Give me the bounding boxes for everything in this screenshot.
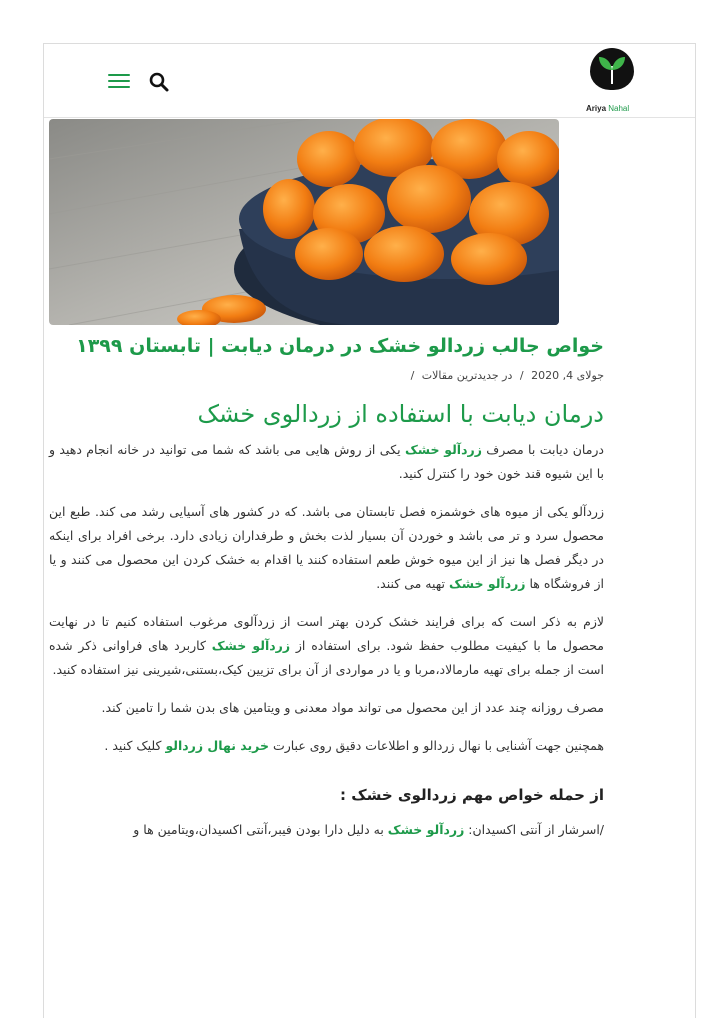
buy-seedling-link[interactable]: خرید نهال زردالو	[165, 738, 269, 753]
section-heading: درمان دیابت با استفاده از زردالوی خشک	[197, 400, 604, 428]
logo-mark	[590, 48, 634, 90]
apricot-link[interactable]: زردآلو خشک	[387, 822, 465, 837]
meta-separator: /	[519, 369, 524, 382]
meta-separator: /	[410, 369, 415, 382]
paragraph-4: مصرف روزانه چند عدد از این محصول می تواند مواد معدنی و ویتامین های بدن شما را تامین کند.	[101, 700, 604, 715]
hero-image	[49, 119, 559, 325]
paragraph-6: /اسرشار از آنتی اکسیدان: زردآلو خشک به دلیل دارا بودن فیبر،آنتی اکسیدان،ویتامین ها و	[133, 822, 604, 837]
site-header	[44, 44, 695, 118]
apricot-link[interactable]: زردآلو خشک	[404, 442, 482, 457]
post-content	[49, 330, 604, 856]
apricot-link[interactable]: زردآلو خشک	[211, 638, 291, 653]
sprout-icon	[590, 48, 634, 90]
post-date: جولای 4, 2020	[531, 369, 604, 382]
site-logo[interactable]	[586, 48, 640, 116]
paragraph-1: درمان دیابت با مصرف زردآلو خشک یکی از روش هایی می باشد که شما می توانید در خانه انجام دهید و با این شیوه قند خون خود را کنترل کنید.	[49, 442, 604, 481]
post-category-link[interactable]: در جدیدترین مقالات	[421, 369, 513, 382]
post-meta	[49, 366, 604, 386]
logo-text: Ariya Nahal	[586, 104, 630, 113]
paragraph-2: زردآلو یکی از میوه های خوشمزه فصل تابستان می باشد. که در کشور های آسیایی رشد می کند. طبع این محصول سرد و تر می باشد و خوردن آن بسیار لذت بخش و طرفداران زیادی دارد. برخی افراد برای اینکه در دیگر فصل ها نیز از این میوه خوش طعم استفاده کنند یا اقدام به خشک کردن این محصول می کنند و یا از فروشگاه ها زردآلو خشک تهیه می کنند.	[49, 504, 604, 591]
paragraph-5: همچنین جهت آشنایی با نهال زردالو و اطلاعات دقیق روی عبارت خرید نهال زردالو کلیک کنید .	[104, 738, 604, 753]
post-title[interactable]: خواص جالب زردالو خشک در درمان دیابت | تابستان ۱۳۹۹	[76, 335, 604, 357]
hamburger-menu-icon[interactable]	[108, 74, 130, 90]
paragraph-3: لازم به ذکر است که برای فرایند خشک کردن بهتر است از زردآلوی مرغوب استفاده کنیم تا در نهایت محصول ما با کیفیت مطلوب حفظ شود. برای استفاده از زردآلو خشک کاربرد های فراوانی ذکر شده است از جمله برای تهیه مارمالاد،مربا و یا در مواردی از آن برای تزیین کیک،بستنی،شیرینی نیز استفاده کنید.	[49, 614, 604, 677]
subheading: از حمله خواص مهم زردالوی خشک :	[339, 786, 604, 804]
apricot-link[interactable]: زردآلو خشک	[449, 576, 526, 591]
search-icon[interactable]	[148, 71, 170, 93]
